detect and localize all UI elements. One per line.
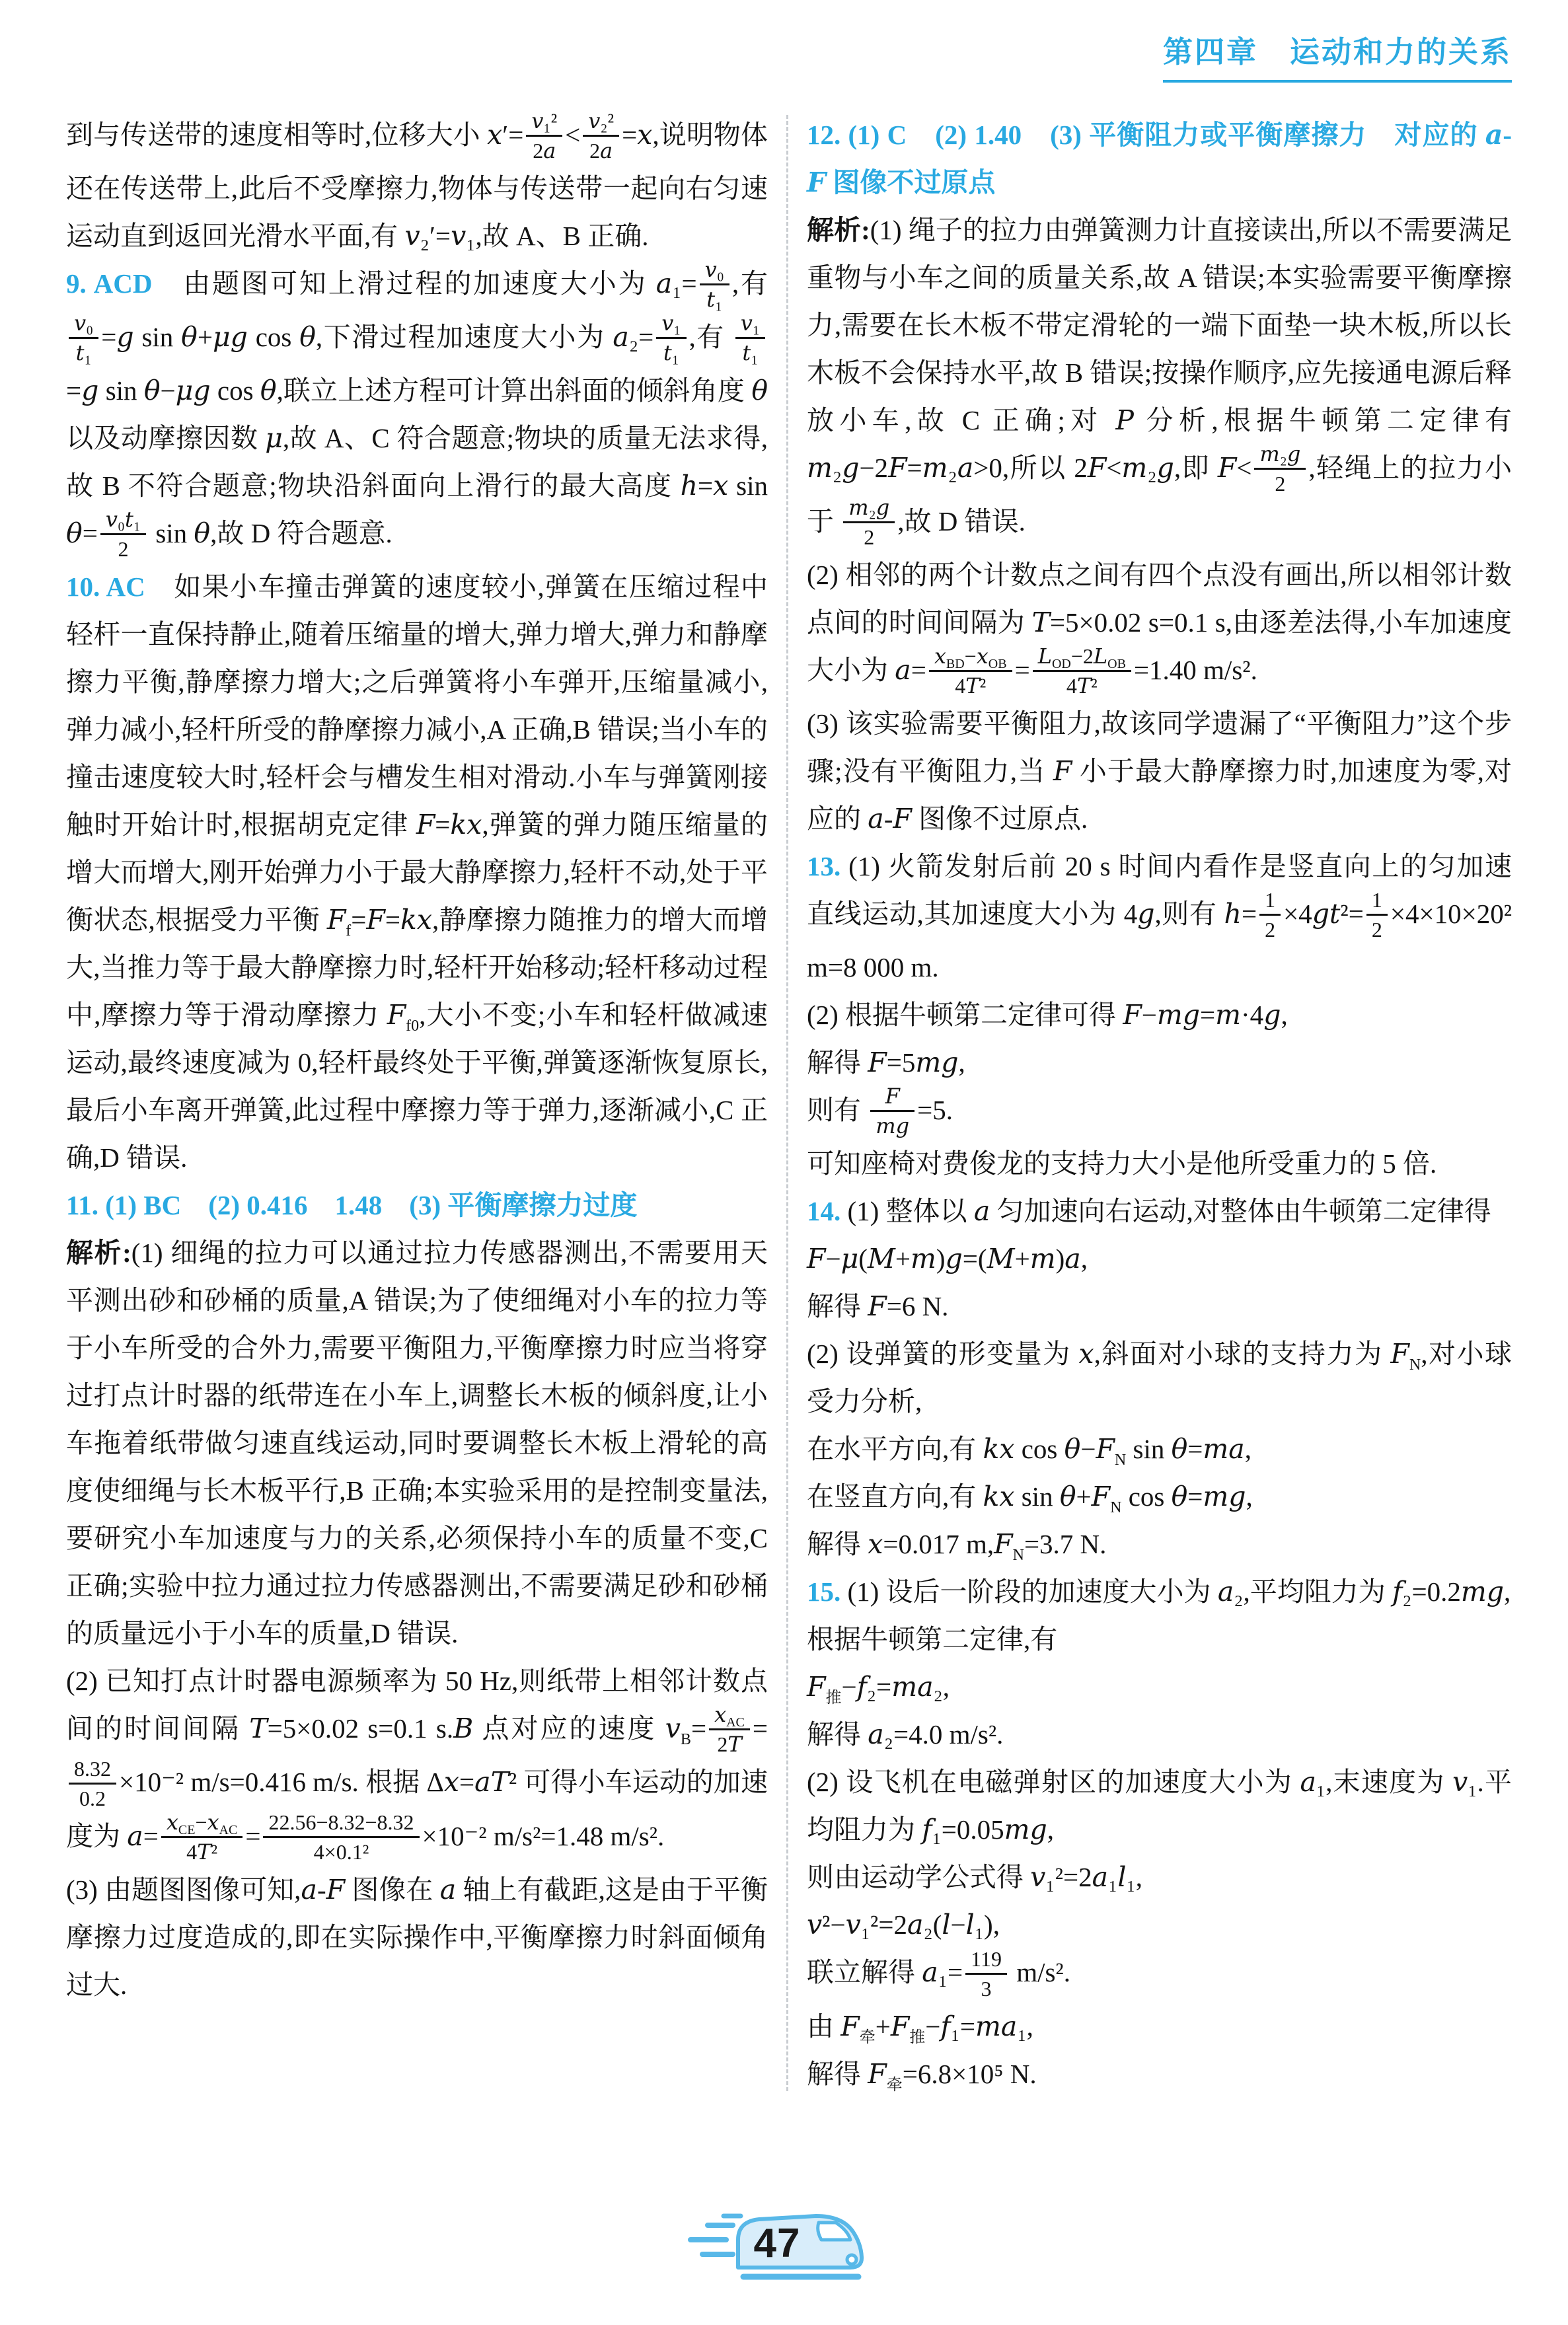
right-column — [807, 111, 1512, 2098]
chapter-title: 第四章 运动和力的关系 — [1163, 28, 1512, 83]
paragraph: 12. (1) C (2) 1.40 (3) 平衡阻力或平衡摩擦力 对应的 a-F 图像不过原点 — [807, 119, 1512, 198]
paragraph: (2) 根据牛顿第二定律可得 F−mg=m·4g, — [807, 999, 1288, 1031]
content-columns — [66, 108, 1512, 2098]
paragraph: F−μ(M+m)g=(M+m)a, — [807, 1243, 1088, 1275]
paragraph: 9. ACD 由题图可知上滑过程的加速度大小为 a₁= $\frac{\text{v₀}}{\text{t₁}}$ ,有 $\frac{\text{v₀}}{\text{t₁}}$ =g sin θ+μg cos θ,下滑过程加速度大小为 a₂= $\frac{\text{v₁}}{\text{t₁}}$ ,有 $\frac{\text{v₁}}{\text{t₁}}$ =g sin θ−μg cos θ,联立上述方程可计算出斜面的倾斜角度 θ 以及动摩擦因数 μ,故 A、C 符合题意;物块的质量无法求得,故 B 不符合题意;物块沿斜面向上滑行的最大高度 h=x sin θ= $\frac{\text{v₀t₁}}{2}$ sin θ,故 D 符合题意. — [66, 257, 768, 562]
paragraph: 解得 $F_牵=6.8\times 10^5$ N. — [807, 2057, 1037, 2094]
fraction: $\frac{\text{v₁²}}{2a}$ — [526, 109, 562, 163]
fraction: $\frac{\text{m₂g}}{2}$ — [843, 496, 895, 549]
fraction: $L_{OD}-2L_{OB}$ 4T² — [1033, 644, 1131, 698]
paragraph: 由 $F_牵+F_推-f_1=ma_1$, — [807, 2010, 1033, 2046]
paragraph: 14. (1) 整体以 a 匀加速向右运动,对整体由牛顿第二定律得 — [807, 1195, 1491, 1228]
left-column — [66, 108, 768, 2098]
paragraph: (2) 设飞机在电磁弹射区的加速度大小为 a₁,末速度为 v₁.平均阻力为 f₁=0.05mg, — [807, 1766, 1512, 1846]
fraction: $\frac{\text{v₀t₁}}{2}$ — [100, 507, 146, 561]
fraction: $x_{AC}$ 2T — [709, 1703, 750, 1756]
paragraph: 在水平方向,有 kx $\cos \theta-F_N$ sin θ=ma, — [807, 1433, 1251, 1469]
fraction: $\frac{\text{v₁}}{\text{t₁}}$ — [656, 311, 686, 365]
paragraph: (2) 相邻的两个计数点之间有四个点没有画出,所以相邻计数点间的时间间隔为 T=5×0.02 s=0.1 s,由逐差法得,小车加速度大小为 a= $x_{BD}-x_{OB}$ 4T² = $L_{OD}-2L_{OB}$ 4T² =1.40 m/s². — [807, 560, 1512, 699]
fraction: $\frac{F}{mg}$ — [870, 1084, 915, 1138]
page-number-badge — [685, 2201, 883, 2287]
paragraph: 根据牛顿第二定律,有 — [807, 1624, 1058, 1655]
fraction: $x_{BD}-x_{OB}$ 4T² — [929, 644, 1012, 698]
paragraph: (2) 已知打点计时器电源频率为 50 Hz,则纸带上相邻计数点间的时间间隔 T=5×0.02 s=0.1 s.B 点对应的速度 $v_B=$ $x_{AC}$ 2T = $\frac{8.32}{0.2}$ ×10⁻² m/s=0.416 m/s. 根据 Δx=aT² 可得小车运动的加速度为 a= $x_{CE}-x_{AC}$ 4T² = $\frac{22.56-8.32-8.32}{\text{4×0.1²}}$ ×10⁻² m/s²=1.48 m/s². — [66, 1666, 768, 1864]
fraction: $\frac{1}{2}$ — [1259, 888, 1281, 941]
paragraph: 解得 F=5mg, — [807, 1047, 965, 1079]
fraction: $\frac{119}{3}$ — [965, 1947, 1007, 2001]
fraction: $\frac{8.32}{0.2}$ — [69, 1757, 116, 1810]
fraction: $\frac{\text{m₂g}}{2}$ — [1254, 442, 1306, 496]
paragraph: 在竖直方向,有 kx $\sin \theta+F_N$ cos θ=mg, — [807, 1481, 1253, 1517]
fraction: $\frac{\text{v₀}}{\text{t₁}}$ — [69, 311, 98, 365]
paragraph: 到与传送带的速度相等时,位移大小 x′= $\frac{\text{v₁²}}{2a}$ < $\frac{\text{v₂²}}{2a}$ =x,说明物体还在传送带上,此后不受摩擦力,物体与传送带一起向右匀速运动直到返回光滑水平面,有 v₂′=v₁,故 A、B 正确. — [66, 108, 768, 252]
fraction: $x_{CE}-x_{AC}$ 4T² — [161, 1810, 243, 1864]
paragraph: 解析:(1) 细绳的拉力可以通过拉力传感器测出,不需要用天平测出砂和砂桶的质量,A 错误;为了使细绳对小车的拉力等于小车所受的合外力,需要平衡阻力,平衡摩擦力时应当将穿过打点计时器的纸带连在小车上,调整长木板的倾斜度,让小车拖着纸带做匀速直线运动,同时要调整长木板上滑轮的高度使细绳与长木板平行,B 正确;本实验采用的是控制变量法,要研究小车加速度与力的关系,必须保持小车的质量不变,C 正确;实验中拉力通过拉力传感器测出,不需要满足砂和砂桶的质量远小于小车的质量,D 错误. — [66, 1237, 768, 1649]
paragraph: v²−v₁²=2a₂(l−l₁), — [807, 1909, 1000, 1941]
paragraph: 11. (1) BC (2) 0.416 1.48 (3) 平衡摩擦力过度 — [66, 1190, 638, 1221]
fraction: $\frac{\text{v₀}}{\text{t₁}}$ — [700, 258, 729, 311]
paragraph: 10. AC 如果小车撞击弹簧的速度较小,弹簧在压缩过程中轻杆一直保持静止,随着压缩量的增大,弹力增大,弹力和静摩擦力平衡,静摩擦力增大;之后弹簧将小车弹开,压缩量减小,弹力减小,轻杆所受的静摩擦力减小,A 正确,B 错误;当小车的撞击速度较大时,轻杆会与槽发生相对滑动.小车与弹簧刚接触时开始计时,根据胡克定律 F=kx,弹簧的弹力随压缩量的增大而增大,刚开始弹力小于最大静摩擦力,轻杆不动,处于平衡状态,根据受力平衡 $F_f=F=kx$,静摩擦力随推力的增大而增大,当推力等于最大静摩擦力时,轻杆开始移动;轻杆移动过程中,摩擦力等于滑动摩擦力 $F_{f0}$,大小不变;小车和轻杆做减速运动,最终速度减为 0,轻杆最终处于平衡,弹簧逐渐恢复原长,最后小车离开弹簧,此过程中摩擦力等于弹力,逐渐减小,C 正确,D 错误. — [66, 572, 768, 1173]
paragraph: 解得 F=6 N. — [807, 1290, 949, 1323]
column-divider — [786, 115, 788, 2091]
paragraph: $F_推-f_2=ma_2$, — [807, 1671, 950, 1707]
paragraph: 解得 a₂=4.0 m/s². — [807, 1718, 1004, 1751]
paragraph: 13. (1) 火箭发射后前 20 s 时间内看作是竖直向上的匀加速直线运动,其加速度大小为 4g,则有 h= $\frac{1}{2}$ ×4gt²= $\frac{1}{2}$ ×4×10×20² m=8 000 m. — [807, 851, 1512, 983]
paragraph: 可知座椅对费俊龙的支持力大小是他所受重力的 5 倍. — [807, 1148, 1437, 1179]
fraction: $\frac{\text{v₁}}{\text{t₁}}$ — [735, 311, 765, 365]
fraction: $\frac{22.56-8.32-8.32}{\text{4×0.1²}}$ — [263, 1810, 419, 1864]
paragraph: 则由运动学公式得 v₁²=2a₁l₁, — [807, 1861, 1143, 1894]
paragraph: 解得 x=0.017 $m,F_N=3.7$ N. — [807, 1528, 1107, 1565]
paragraph: (3) 由题图图像可知,a-F 图像在 a 轴上有截距,这是由于平衡摩擦力过度造成的,即在实际操作中,平衡摩擦力时斜面倾角过大. — [66, 1873, 768, 2000]
paragraph: 15. (1) 设后一阶段的加速度大小为 a₂,平均阻力为 f₂=0.2mg, — [807, 1576, 1511, 1608]
paragraph: 解析:(1) 绳子的拉力由弹簧测力计直接读出,所以不需要满足重物与小车之间的质量关系,故 A 错误;本实验需要平衡摩擦力,需要在长木板不带定滑轮的一端下面垫一块木板,所以长木板不会保持水平,故 B 错误;按操作顺序,应先接通电源后释放小车,故 C 正确;对 P 分析,根据牛顿第二定律有 m₂g−2F=m₂a>0,所以 2F<m₂g,即 F< $\frac{\text{m₂g}}{2}$ ,轻绳上的拉力小于 $\frac{\text{m₂g}}{2}$ ,故 D 错误. — [807, 215, 1512, 550]
paragraph: 则有 $\frac{F}{mg}$ =5. — [807, 1084, 953, 1139]
page-number: 47 — [753, 2221, 801, 2266]
fraction: $\frac{1}{2}$ — [1366, 888, 1388, 941]
chapter-header — [1163, 28, 1512, 83]
paragraph: 联立解得 a₁= $\frac{119}{3}$ m/s². — [807, 1946, 1070, 2001]
paragraph: (3) 该实验需要平衡阻力,故该同学遗漏了“平衡阻力”这个步骤;没有平衡阻力,当 F 小于最大静摩擦力时,加速度为零,对应的 a-F 图像不过原点. — [807, 708, 1512, 835]
fraction: $\frac{\text{v₂²}}{2a}$ — [583, 109, 619, 163]
paragraph: (2) 设弹簧的形变量为 x,斜面对小球的支持力为 $F_N$,对小球受力分析, — [807, 1338, 1512, 1417]
